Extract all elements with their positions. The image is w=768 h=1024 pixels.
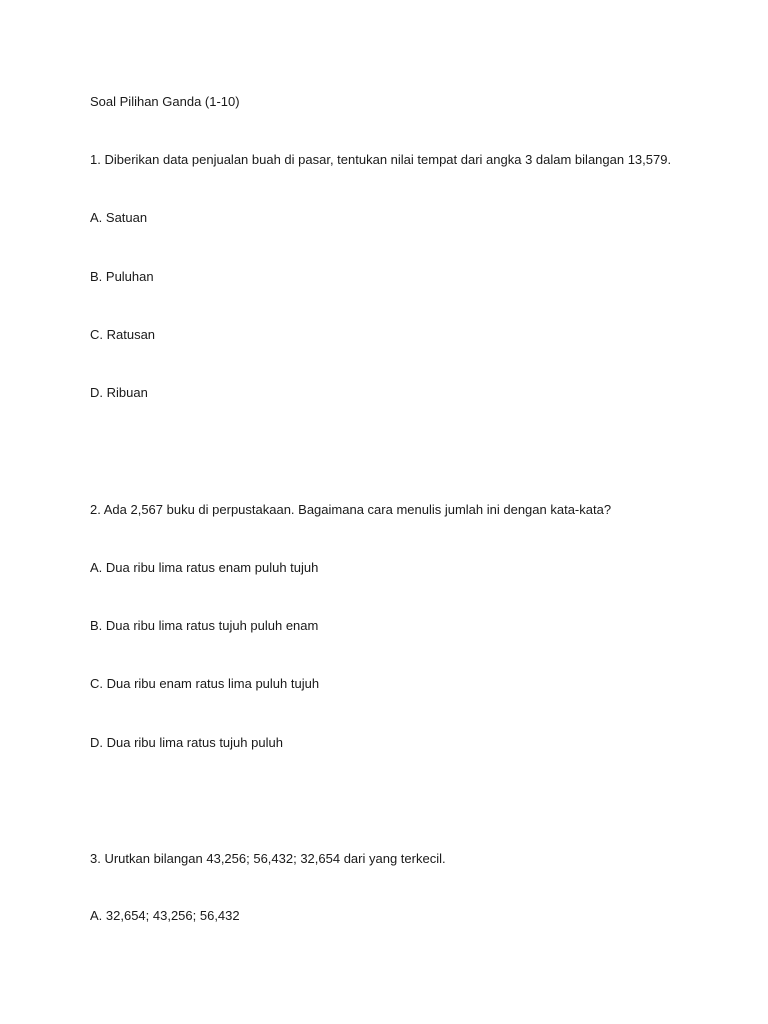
question-1-option-b: B. Puluhan bbox=[90, 269, 154, 284]
question-2-option-d: D. Dua ribu lima ratus tujuh puluh bbox=[90, 735, 283, 750]
question-1-text: 1. Diberikan data penjualan buah di pasar, tentukan nilai tempat dari angka 3 dalam bilangan 13,579. bbox=[90, 152, 672, 167]
document-title: Soal Pilihan Ganda (1-10) bbox=[90, 94, 240, 109]
question-3-text: 3. Urutkan bilangan 43,256; 56,432; 32,654 dari yang terkecil. bbox=[90, 851, 446, 866]
question-1-option-a: A. Satuan bbox=[90, 210, 148, 225]
question-1-option-d: D. Ribuan bbox=[90, 385, 148, 400]
question-2-option-b: B. Dua ribu lima ratus tujuh puluh enam bbox=[90, 618, 319, 633]
question-1-option-c: C. Ratusan bbox=[90, 327, 156, 342]
question-2-option-c: C. Dua ribu enam ratus lima puluh tujuh bbox=[90, 676, 320, 691]
question-2-text: 2. Ada 2,567 buku di perpustakaan. Bagaimana cara menulis jumlah ini dengan kata-kata? bbox=[90, 502, 612, 517]
question-3-option-a: A. 32,654; 43,256; 56,432 bbox=[90, 908, 240, 923]
question-2-option-a: A. Dua ribu lima ratus enam puluh tujuh bbox=[90, 560, 319, 575]
